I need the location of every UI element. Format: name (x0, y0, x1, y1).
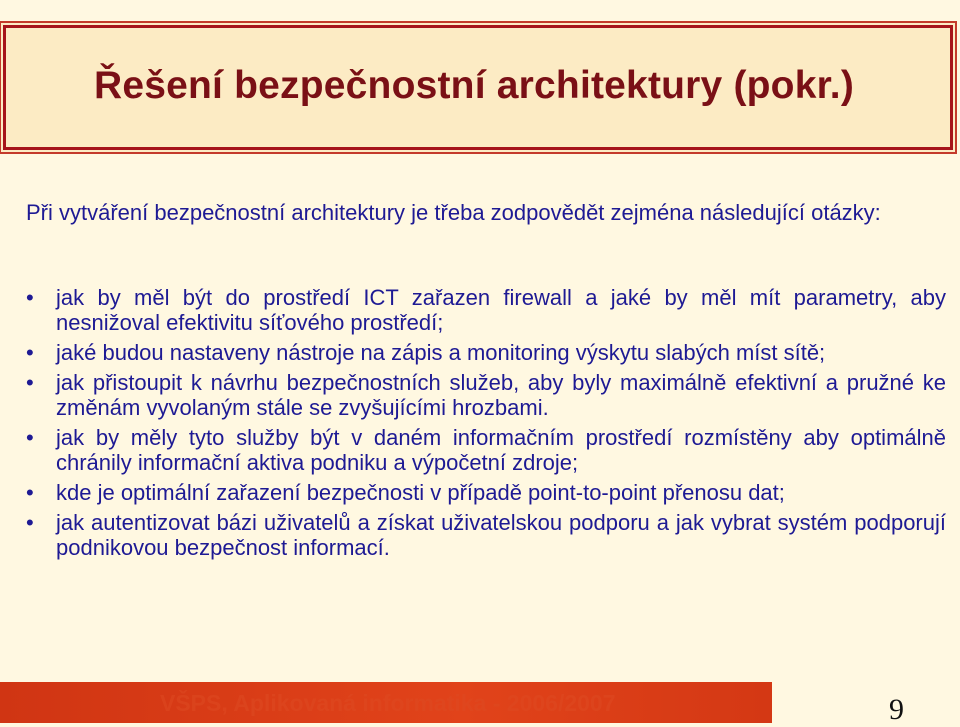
slide-title: Řešení bezpečnostní architektury (pokr.) (94, 64, 855, 107)
list-item (26, 425, 946, 475)
bullet-text: jak by měly tyto služby být v daném informačním prostředí rozmístěny aby optimálně chránily informační aktiva podniku a výpočetní zdroje; (56, 425, 946, 475)
bullet-text: jak autentizovat bázi uživatelů a získat uživatelskou podporu a jak vybrat systém podporují podnikovou bezpečnost informací. (56, 510, 946, 560)
bullet-text: jak by měl být do prostředí ICT zařazen firewall a jaké by měl mít parametry, aby nesnižoval efektivitu síťového prostředí; (56, 285, 946, 335)
intro-text: Při vytváření bezpečnostní architektury je třeba zodpovědět zejména následující otázky: (26, 200, 881, 225)
list-item (26, 340, 946, 365)
bullet-text: kde je optimální zařazení bezpečnosti v případě point-to-point přenosu dat; (56, 480, 785, 505)
bullet-icon: • (26, 340, 34, 365)
list-item (26, 370, 946, 420)
bullet-list (26, 285, 946, 565)
page-number: 9 (889, 693, 904, 726)
bullet-icon: • (26, 510, 34, 535)
bullet-text: jaké budou nastaveny nástroje na zápis a monitoring výskytu slabých míst sítě; (56, 340, 826, 365)
bullet-icon: • (26, 425, 34, 450)
list-item (26, 285, 946, 335)
list-item (26, 480, 946, 505)
list-item (26, 510, 946, 560)
bullet-text: jak přistoupit k návrhu bezpečnostních služeb, aby byly maximálně efektivní a pružné ke změnám vyvolaným stále se zvyšujícími hrozbami. (56, 370, 946, 420)
bullet-icon: • (26, 285, 34, 310)
bullet-icon: • (26, 370, 34, 395)
footer-text: VŠPS, Aplikovaná informatika - 2006/2007 (160, 690, 616, 716)
bullet-icon: • (26, 480, 34, 505)
